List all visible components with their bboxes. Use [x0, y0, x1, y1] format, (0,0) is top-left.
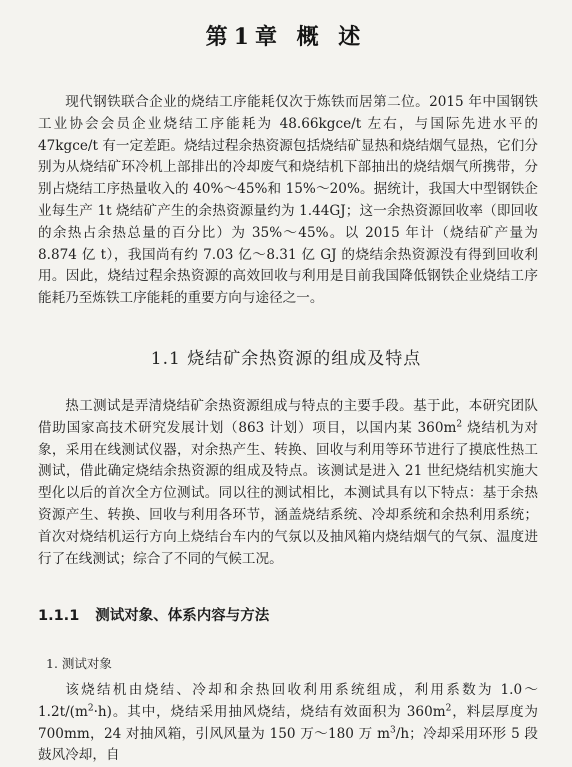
superscript: 2	[445, 703, 452, 714]
last-paragraph-text-3: ，料层厚度为 700mm，24 对抽风箱，引风风量为 150 万～180 万 m	[38, 703, 538, 742]
chapter-title: 第1章 概 述	[205, 24, 367, 50]
last-paragraph-text-2: ·h)。其中，烧结采用抽风烧结，烧结有效面积为 360m	[93, 703, 446, 720]
last-paragraph-text-1: 该烧结机由烧结、冷却和余热回收利用系统组成，利用系数为 1.0～1.2t/(m	[38, 682, 538, 720]
superscript: 3	[390, 725, 396, 736]
superscript: 2	[87, 703, 94, 714]
section-paragraph-text-1: 热工测试是弄清烧结矿余热资源组成与特点的主要手段。基于此，本研究团队借助国家高技术研究发展计划（863 计划）项目，以国内某 360m	[38, 398, 538, 436]
superscript: 2	[456, 419, 463, 430]
subsection-number: 1.1.1	[38, 608, 80, 624]
last-paragraph	[38, 680, 538, 767]
subsection-heading	[38, 604, 269, 625]
intro-paragraph: 现代钢铁联合企业的烧结工序能耗仅次于炼铁而居第二位。2015 年中国钢铁工业协会会员企业烧结工序能耗为 48.66kgce/t 左右，与国际先进水平的 47kgce/t 有一定差距。烧结过程余热资源包括烧结矿显热和烧结烟气显热，它们分别为从烧结矿环冷机上部排出的冷却废气和烧结机下部抽出的烧结烟气所携带，分别占烧结工序热量收入的 40%～45%和 15%～20%。据统计，我国大中型钢铁企业每生产 1t 烧结矿产生的余热资源量约为 1.44GJ；这一余热资源回收率（即回收的余热占余热总量的百分比）为 35%～45%。以 2015 年计（烧结矿产量为 8.874 亿 t），我国尚有约 7.03 亿～8.31 亿 GJ 的烧结余热资源没有得到回收利用。因此，烧结过程余热资源的高效回收与利用是目前我国降低钢铁企业烧结工序能耗乃至炼铁工序能耗的重要方向与途径之一。	[38, 94, 538, 307]
last-paragraph-text-4: /h；冷却采用环形 5 段鼓风冷却，自	[38, 725, 538, 764]
subsection-title: 测试对象、体系内容与方法	[95, 608, 270, 624]
item-heading: 1. 测试对象	[46, 656, 112, 671]
section-title: 1.1 烧结矿余热资源的组成及特点	[150, 349, 422, 369]
section-paragraph-text-2: 烧结机为对象，采用在线测试仪器，对余热产生、转换、回收与利用等环节进行了摸底性热工测试，借此确定烧结余热资源的组成及特点。该测试是进入 21 世纪烧结机实施大型化以后的首次全方位测试。同以往的测试相比，本测试具有以下特点：基于余热资源产生、转换、回收与利用各环节，涵盖烧结系统、冷却系统和余热利用系统；首次对烧结机运行方向上烧结台车内的气氛以及抽风箱内烧结烟气的气氛、温度进行了在线测试；综合了不同的气候工况。	[38, 419, 538, 567]
section-paragraph	[38, 396, 538, 570]
